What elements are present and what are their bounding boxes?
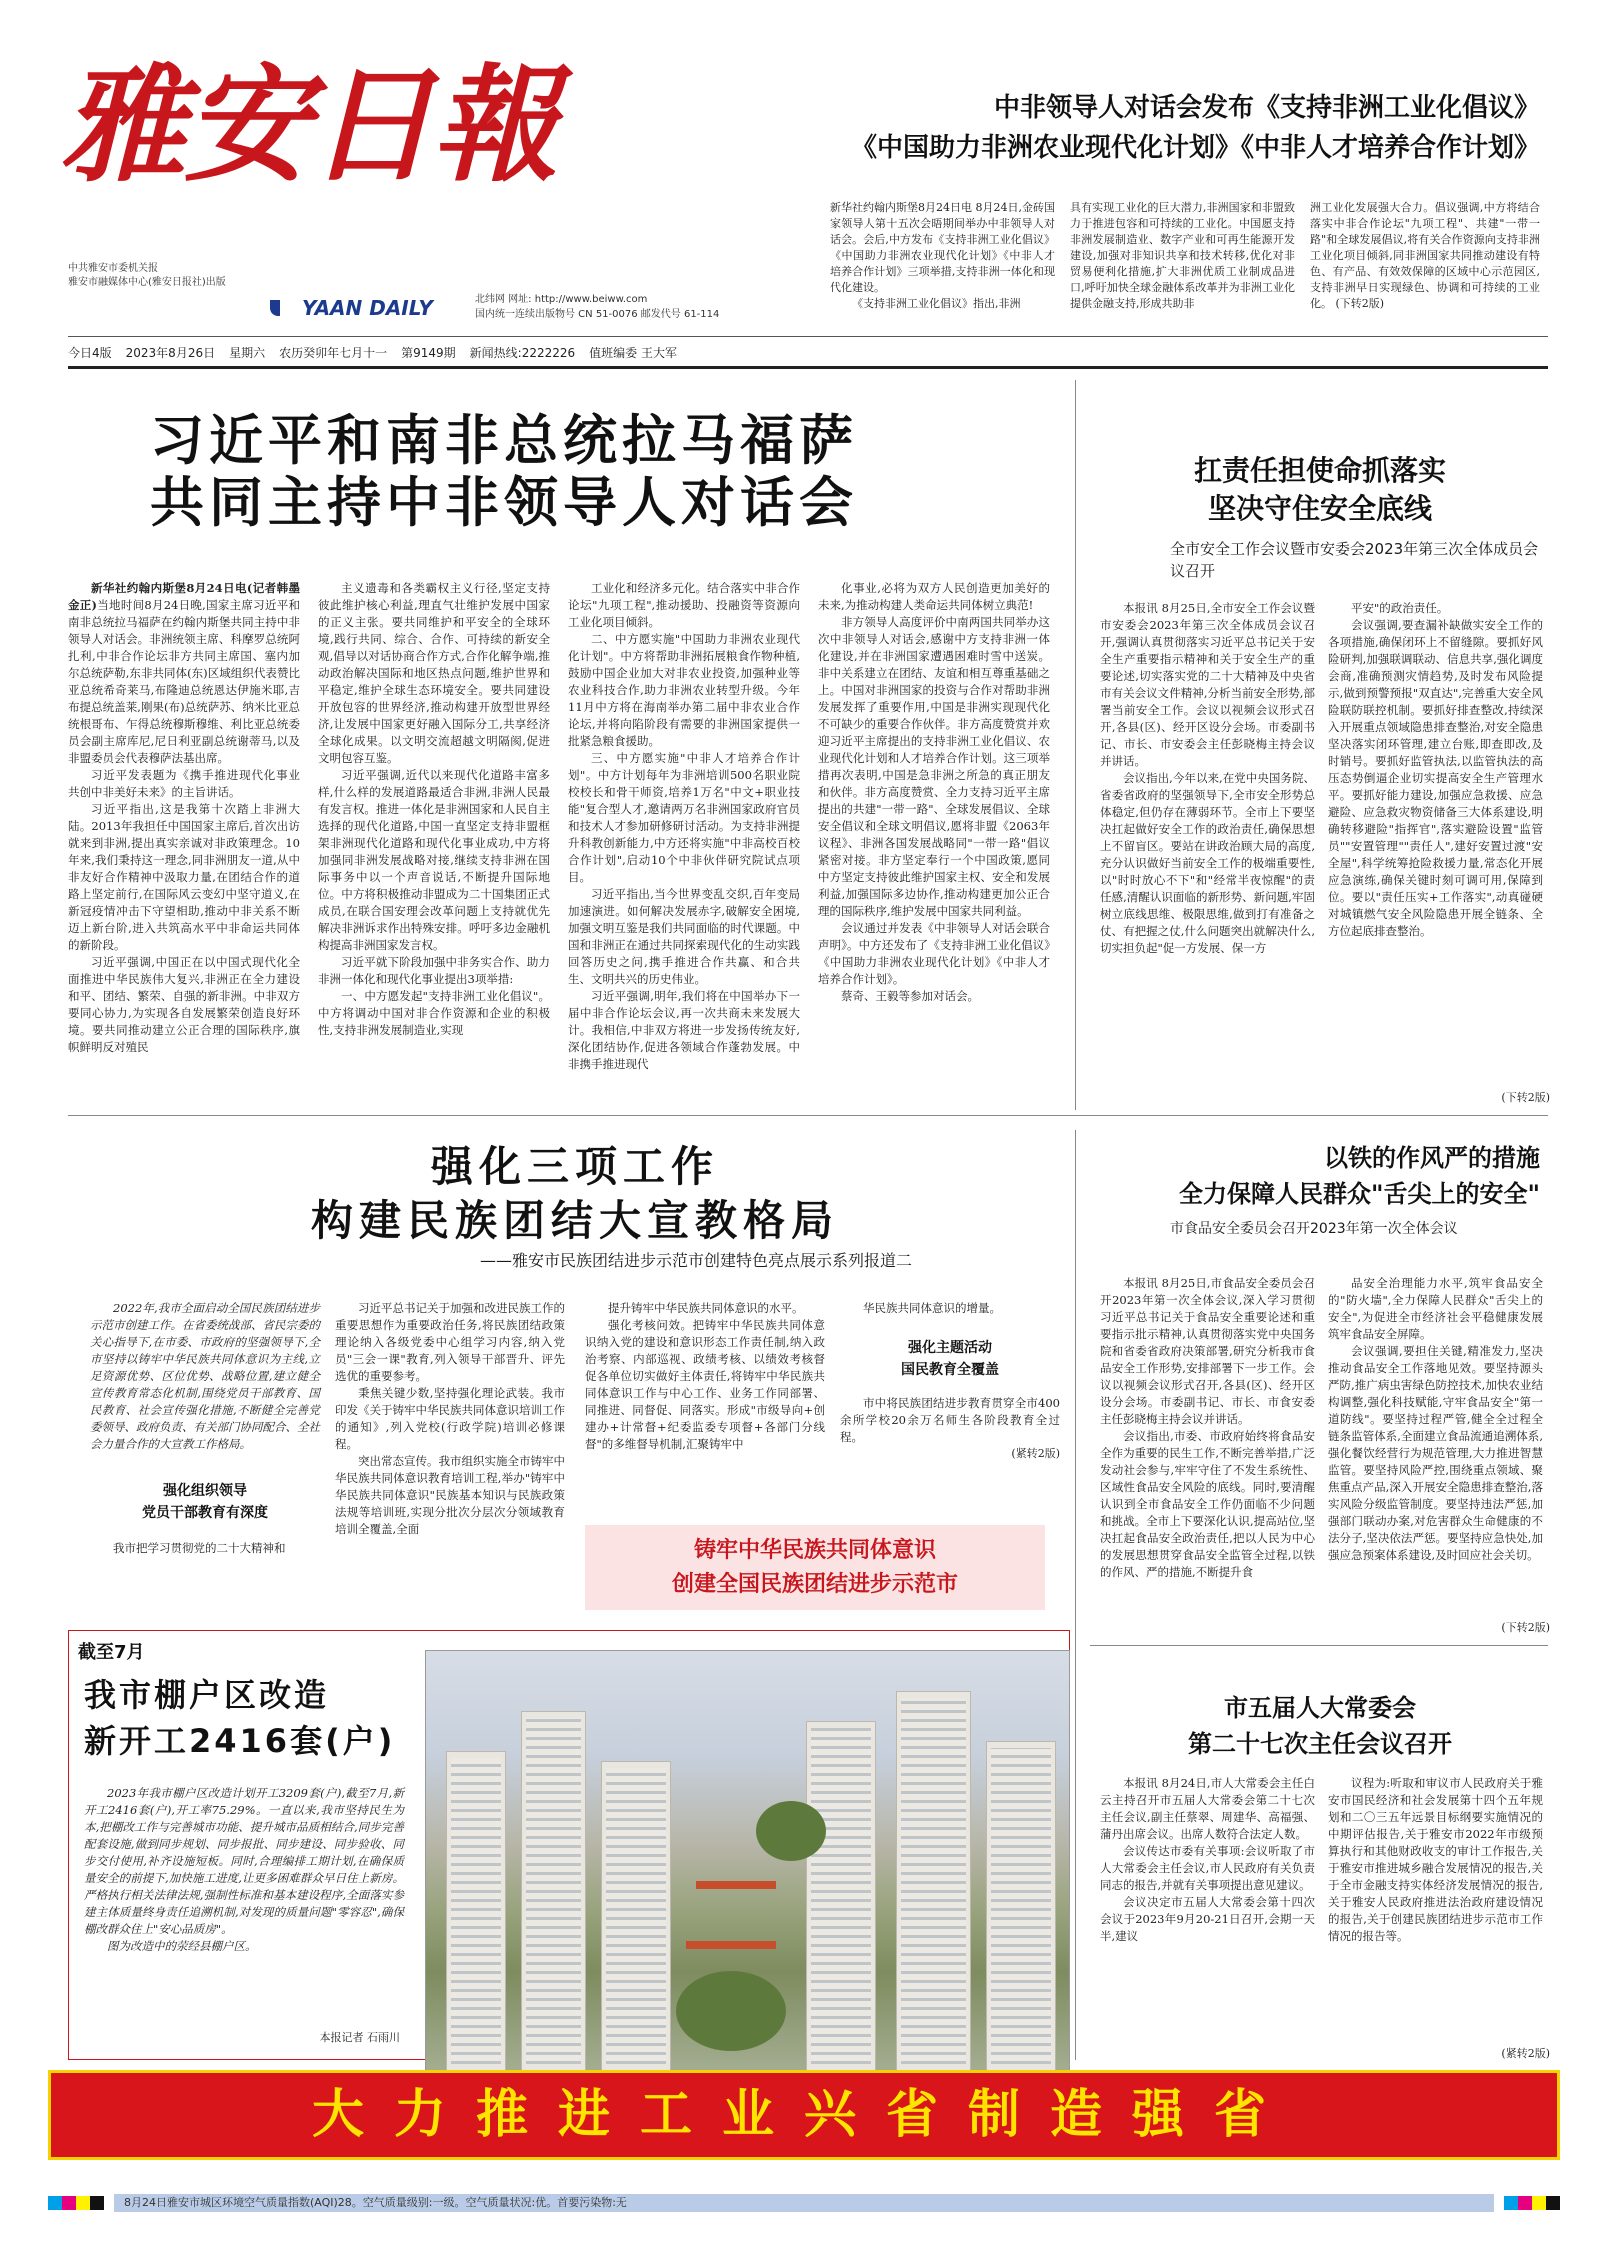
housing-tag: 截至7月 (78, 1642, 145, 1663)
photo-building (446, 1751, 506, 2071)
publication-info (475, 292, 815, 322)
lead-byline: 新华社约翰内斯堡8月24日电(记者韩墨 金正) (68, 581, 300, 612)
food-col-2 (1328, 1275, 1543, 1620)
food-jump[interactable]: (下转2版) (1501, 1621, 1550, 1634)
section-divider-2 (1090, 1645, 1548, 1646)
ethnic-col-2 (335, 1300, 565, 1630)
housing-head-1: 我市棚户区改造 (84, 1676, 330, 1714)
dateline-rule-bottom (68, 366, 1548, 369)
ethnic-head-2: 构建民族团结大宣教格局 (310, 1196, 839, 1245)
safety-p1: 本报讯 8月25日,全市安全工作会议暨市安委会2023年第三次全体成员会议召开,强调认真贯彻落实习近平总书记关于安全生产重要指示精神和关于安全生产的重要论述,切实落实党的二十大精神及中央省市有关会议文件精神,分析当前安全形势,部署当前安全工作。会议以视频会议形式召开,各县(区)、经开区设分会场。市委副书记、市长、市安委会主任彭晓梅主持会议并讲话。 (1100, 601, 1315, 768)
lead-p15: 非方领导人高度评价中南两国共同举办这次中非领导人对话会,感谢中方支持非洲一体化建设,并在非洲国家遭遇困难时雪中送炭。非中关系建立在团结、友谊和相互尊重基础之上。中国对非洲国家的投资与合作对帮助非洲发展发挥了重要作用,中国是非洲实现现代化不可缺少的重要合作伙伴。非方高度赞赏并欢迎习近平主席提出的支持非洲工业化倡议、农业现代化计划和人才培养合作计划。这三项举措再次表明,中国是急非洲之所急的真正朋友和伙伴。非方高度赞赏、全力支持习近平主席提出的共建"一带一路"、全球发展倡议、全球安全倡议和全球文明倡议,愿将非盟《2063年议程》、非洲各国发展战略同"一带一路"倡议紧密对接。非方坚定奉行一个中国政策,愿同中方坚定支持彼此维护国家主权、安全和发展利益,加强国际多边协作,推动构建更加公正合理的国际秩序,维护发展中国家共同利益。 (818, 615, 1050, 918)
ethnic-slogan-2: 创建全国民族团结进步示范市 (671, 1572, 958, 1597)
ethnic-slogan-1: 铸牢中华民族共同体意识 (693, 1538, 936, 1563)
duty-editor: 值班编委 王大军 (589, 345, 677, 360)
ethnic-col-4 (840, 1300, 1060, 1462)
lead-p14: 化事业,必将为双方人民创造更加美好的未来,为推动构建人类命运共同体树立典范! (818, 581, 1050, 612)
lead-p5: 主义遗毒和各类霸权主义行径,坚定支持彼此维护核心利益,理直气壮维护发展中国家的正义主张。要共同维护和平安全的全球环境,践行共同、综合、合作、可持续的新安全观,倡导以对话协商合作方式,合作化解争端,推动政治解决国际和地区热点问题,维护世界和平稳定,维护全球生态环境安全。要共同建设开放包容的世界经济,推动构建开放型世界经济,让发展中国家更好融入国际分工,共享经济全球化成果。以文明交流超越文明隔阂,促进文明包容互鉴。 (318, 581, 550, 765)
ethnic-subhead-2 (840, 1337, 1060, 1381)
ethnic-headline (150, 1140, 1000, 1248)
lead-col-1 (68, 580, 300, 1100)
ethnic-col-3 (585, 1300, 825, 1510)
column-divider-1 (1075, 380, 1076, 1110)
npc-p1: 本报讯 8月24日,市人大常委会主任白云主持召开市五届人大常委会第二十七次主任会议,副主任蔡翠、周建华、高福强、蒲丹出席会议。出席人数符合法定人数。 (1100, 1776, 1315, 1841)
ethnic-p2: 习近平总书记关于加强和改进民族工作的重要思想作为重要政治任务,将民族团结政策理论纳入各级党委中心组学习内容,纳入党员"三会一课"教育,列入领导干部晋升、评先选优的重要参考。 (335, 1301, 565, 1383)
slogan-banner-text: 大力推进工业兴省制造强省 (311, 2085, 1296, 2145)
top-story-headline (830, 88, 1540, 168)
ethnic-p4: 突出常态宣传。我市组织实施全市铸牢中华民族共同体意识教育培训工程,举办"铸牢中华民族共同体意识"民族基本知识与民族政策法规等培训班,实现分批次分层次分领域教育培训全覆盖,全面 (335, 1454, 565, 1536)
color-swatch-cyan (48, 2196, 62, 2210)
ethnic-p6: 强化考核问效。把铸牢中华民族共同体意识纳入党的建设和意识形态工作责任制,纳入政治考察、内部巡视、政绩考核、以绩效考核督促各单位切实做好主体责任,将铸牢中华民族共同体意识工作与中心工作、业务工作同部署、同推进、同督促、同落实。形成"市级导向+创建办+计常督+纪委监委专项督+各部门分线督"的多维督导机制,汇聚铸牢中 (585, 1318, 825, 1451)
cn-code: 国内统一连续出版物号 CN 51-0076 邮发代号 61-114 (475, 309, 720, 320)
lead-p10: 二、中方愿实施"中国助力非洲农业现代化计划"。中方将帮助非洲拓展粮食作物种植,鼓励中国企业加大对非农业投资,加强种业等农业科技合作,助力非洲农业转型升级。今年11月中方将在海南举办第二届中非农业合作论坛,并将向陷阶段有需要的非洲国家提供一批紧急粮食援助。 (568, 632, 800, 748)
issue-date: 2023年8月26日 (125, 345, 216, 360)
npc-head-2: 第二十七次主任会议召开 (1188, 1730, 1452, 1758)
npc-col-1 (1100, 1775, 1315, 2060)
food-head-1: 以铁的作风严的措施 (1324, 1144, 1540, 1172)
ethnic-p5: 提升铸牢中华民族共同体意识的水平。 (608, 1301, 804, 1315)
color-swatch-black (1546, 2196, 1560, 2210)
top-story-head-2: 《中国助力非洲农业现代化计划》《中非人才培养合作计划》 (850, 133, 1540, 163)
lead-p2: 习近平发表题为《携手推进现代化事业 共创中非美好未来》的主旨讲话。 (68, 768, 300, 799)
lead-p12: 习近平指出,当今世界变乱交织,百年变局加速演进。如何解决发展赤字,破解安全困境,加强文明互鉴是我们共同面临的时代课题。中国和非洲正在通过共同探索现代化的生动实践回答历史之问,携手推进合作共赢、和合共生、文明共兴的历史伟业。 (568, 887, 800, 986)
color-swatch-yellow (1532, 2196, 1546, 2210)
lunar-date: 农历癸卯年七月十一 (279, 345, 388, 360)
npc-p2: 会议传达市委有关事项:会议听取了市人大常委会主任会议,市人民政府有关负责同志的报告,并就有关事项提出意见建议。 (1100, 1844, 1315, 1892)
top-story-p2: 《支持非洲工业化倡议》指出,非洲 (852, 297, 1021, 310)
lead-p6: 习近平强调,近代以来现代化道路丰富多样,什么样的发展道路最适合非洲,非洲人民最有发言权。推进一体化是非洲国家和人民自主选择的现代化道路,中国一直坚定支持非盟框架非洲现代化道路和现代化事业成功,中方将加强同非洲发展战略对接,继续支持非洲在国际事务中以一个声音说话,不断提升国际地位。中方将积极推动非盟成为二十国集团正式成员,在联合国安理会改革问题上支持就优先解决非洲诉求作出特殊安排。呼吁多边金融机构提高非洲国家发言权。 (318, 768, 550, 952)
ethnic-p7: 华民族共同体意识的增量。 (863, 1301, 1001, 1315)
lead-p1: 当地时间8月24日晚,国家主席习近平和南非总统拉马福萨在约翰内斯堡共同主持中非领导人对话会。非洲统领主席、科摩罗总统阿扎利,中非合作论坛非方共同主席国、塞内加尔总统萨勒,东非共同体(东)区域组织代表赞比亚总统希奇莱马,布隆迪总统恩达伊施米耶,吉布提总统盖莱,刚果(布)总统萨苏、纳米比亚总统根哥布、乍得总统穆斯穆维、利比亚总统委员会副主席库尼,尼日利亚副总统谢蒂马,以及非盟委员会代表穆萨法基出席。 (68, 598, 300, 765)
photo-building (806, 1721, 876, 2071)
lead-col-3 (568, 580, 800, 1100)
color-swatch-magenta (62, 2196, 76, 2210)
safety-p3: 平安"的政治责任。 (1351, 601, 1449, 615)
npc-p3: 会议决定市五届人大常委会第十四次会议于2023年9月20-21日召开,会期一天半,建议 (1100, 1895, 1315, 1943)
photo-roof (696, 1881, 776, 1889)
npc-headline (1100, 1690, 1540, 1762)
photo-building (986, 1741, 1056, 2071)
food-p2: 会议指出,市委、市政府始终将食品安全作为重要的民生工作,不断完善举措,广泛发动社会参与,牢牢守住了不发生系统性、区域性食品安全风险的底线。同时,要清醒认识到全市食品安全工作仍面临不少问题和挑战。全市上下要深化认识,提高站位,坚决扛起食品安全政治责任,把以人民为中心的发展思想贯穿食品安全监管全过程,以铁的作风、严的措施,不断提升食 (1100, 1429, 1315, 1579)
sponsor-2: 雅安市融媒体中心(雅安日报社)出版 (68, 277, 226, 288)
food-col-1 (1100, 1275, 1315, 1620)
issue-number: 第9149期 (401, 345, 456, 360)
lead-p7: 习近平就下阶段加强中非务实合作、助力非洲一体化和现代化事业提出3项举措: (318, 955, 550, 986)
top-story-head-1: 中非领导人对话会发布《支持非洲工业化倡议》 (993, 93, 1540, 123)
photo-building (896, 1691, 971, 2071)
ethnic-p3: 秉焦关键少数,坚持强化理论武装。我市印发《关于铸牢中华民族共同体意识培训工作的通知》,列入党校(行政学院)培训必修课程。 (335, 1386, 565, 1451)
english-name: YAAN DAILY (302, 296, 433, 320)
website: 北纬网 网址: http://www.beiww.com (475, 294, 648, 305)
safety-col-2 (1328, 600, 1543, 1100)
ethnic-subhead: ——雅安市民族团结进步示范市创建特色亮点展示系列报道二 (480, 1251, 913, 1270)
ethnic-subhead-1 (90, 1480, 320, 1524)
safety-p2: 会议指出,今年以来,在党中央国务院、省委省政府的坚强领导下,全市安全形势总体稳定,但仍存在薄弱环节。全市上下要坚决扛起做好安全工作的政治责任,确保思想上不留盲区。要站在讲政治顾大局的高度,充分认识做好当前安全工作的极端重要性,以"时时放心不下"和"经常半夜惊醒"的责任感,清醒认识面临的新形势、新问题,牢固树立底线思维、极限思维,做到打有准备之仗、有把握之仗,什么问题突出就解决什么,切实担负起"促一方发展、保一方 (1100, 771, 1315, 955)
top-story-col-1 (830, 200, 1055, 312)
ethnic-p8: 市中将民族团结进步教育贯穿全市400余所学校20余万名师生各阶段教育全过程。 (840, 1396, 1060, 1444)
photo-roof (686, 1941, 776, 1949)
lead-p17: 蔡奇、王毅等参加对话会。 (841, 989, 979, 1003)
ethnic-slogan-box (585, 1525, 1045, 1610)
footer-bar (48, 2190, 1560, 2216)
top-story-jump[interactable]: (下转2版) (1335, 297, 1385, 310)
lead-p16: 会议通过并发表《中非领导人对话会联合声明》。中方还发布了《支持非洲工业化倡议》《中国助力非洲农业现代化计划》《中非人才培养合作计划》。 (818, 921, 1050, 986)
housing-body (84, 1785, 404, 1955)
color-swatch-cyan (1504, 2196, 1518, 2210)
color-swatch-black (90, 2196, 104, 2210)
top-story-col-3 (1310, 200, 1540, 312)
photo-trees (756, 1801, 826, 1861)
housing-head-2: 新开工2416套(户) (84, 1722, 396, 1760)
lead-headline-2: 共同主持中非领导人对话会 (150, 471, 858, 534)
food-p3: 品安全治理能力水平,筑牢食品安全的"防火墙",全力保障人民群众"舌尖上的安全",为促进全市经济社会平稳健康发展筑牢食品安全屏障。 (1328, 1276, 1543, 1341)
sponsor-line (68, 262, 238, 290)
top-story-p1: 新华社约翰内斯堡8月24日电 8月24日,金砖国家领导人第十五次会晤期间举办中非领导人对话会。会后,中方发布《支持非洲工业化倡议》《中国助力非洲农业现代化计划》《中非人才培养合作计划》三项举措,支持非洲一体化和现代化建设。 (830, 201, 1055, 294)
food-subhead: 市食品安全委员会召开2023年第一次全体会议 (1170, 1221, 1458, 1237)
yaan-daily-mark-icon (270, 300, 296, 316)
news-hotline: 新闻热线:2222226 (469, 345, 576, 360)
air-quality-strip: 8月24日雅安市城区环境空气质量指数(AQI)28。空气质量级别:一级。空气质量状况:优。首要污染物:无 (114, 2194, 1494, 2212)
housing-caption: 图为改造中的荥经县棚户区。 (107, 1939, 257, 1953)
safety-head-1: 扛责任担使命抓落实 (1193, 454, 1446, 487)
npc-col-2: 议程为:听取和审议市人民政府关于雅安市国民经济和社会发展第十四个五年规划和二〇三五年远景目标纲要实施情况的中期评估报告,关于雅安市2022年市级预算执行和其他财政收支的审计工作报告,关于雅安市推进城乡融合发展情况的报告,关于全市金融支持实体经济发展情况的报告,关于雅安人民政府推进法治政府建设情况的报告,关于创建民族团结进步示范市工作情况的报告等。 (1328, 1776, 1543, 1943)
safety-head-2: 坚决守住安全底线 (1207, 492, 1432, 525)
safety-headline (1100, 452, 1540, 528)
weekday: 星期六 (229, 345, 266, 360)
housing-photo (425, 1650, 1070, 2080)
ethnic-sub1-line1: 强化组织领导 (163, 1483, 247, 1499)
top-story-col-2: 具有实现工业化的巨大潜力,非洲国家和非盟致力于推进包容和可持续的工业化。中国愿支持非洲发展制造业、数字产业和可再生能源开发建设,加强对非知识共享和技术转移,优化对非贸易便利化措施,扩大非洲优质工业制成品进口,呼吁加快全球金融体系改革并为非洲工业化提供金融支持,形成共助非 (1070, 201, 1295, 310)
dateline-rule-top (68, 336, 1548, 337)
photo-trees (676, 1971, 786, 2051)
ethnic-col-1: 我市把学习贯彻党的二十大精神和 (113, 1541, 286, 1555)
lead-col-2 (318, 580, 550, 1100)
photo-building (521, 1711, 586, 2071)
safety-p4: 会议强调,要查漏补缺做实安全工作的各项措施,确保闭环上不留缝隙。要抓好风险研判,加强联调联动、信息共享,强化调度会商,准确预测灾情趋势,及时发布风险提示,做到预警预报"双直达",完善重大安全风险联防联控机制。要抓好排查整改,持续深入开展重点领域隐患排查整治,对安全隐患坚决落实闭环管理,建立台账,即查即改,及时销号。要抓好监管执法,以监管执法的高压态势倒逼企业切实提高安全生产管理水平。要抓好能力建设,加强应急救援、应急避险、应急救灾物资储备三大体系建设,明确转移避险"指挥官",落实避险设置"监管员""安置管理""责任人",建好安置过渡"安全屋",科学统筹抢险救援力量,常态化开展应急演练,确保关键时刻可调可用,保障到位。要以"责任压实+工作落实",动真碰硬对城镇燃气安全风险隐患开展全链条、全方位起底排查整治。 (1328, 618, 1543, 938)
npc-jump[interactable]: (紧转2版) (1501, 2047, 1550, 2060)
dateline (68, 340, 1548, 364)
yaan-daily-logo (270, 296, 433, 320)
masthead-title: 雅安日報 (60, 51, 556, 199)
photo-building (601, 1761, 671, 2071)
food-p1: 本报讯 8月25日,市食品安全委员会召开2023年第一次全体会议,深入学习贯彻习近平总书记关于食品安全重要论述和重要指示批示精神,认真贯彻落实党中央国务院和省委省政府决策部署,研究分析我市食品安全工作形势,安排部署下一步工作。会议以视频会议形式召开,各县(区)、经开区设分会场。市委副书记、市长、市食安委主任彭晓梅主持会议并讲话。 (1100, 1276, 1315, 1426)
ethnic-sub1-line2: 党员干部教育有深度 (142, 1505, 268, 1521)
top-story-p3: 洲工业化发展强大合力。倡议强调,中方将结合落实中非合作论坛"九项工程"、共建"一带一路"和全球发展倡议,将有关合作资源向支持非洲工业化项目倾斜,同非洲国家共同推动建设有特色、有产品、有效效保障的区域中心示范园区,支持非洲早日实现绿色、协调和可持续的工业化。 (1310, 201, 1540, 310)
safety-jump[interactable]: (下转2版) (1501, 1091, 1550, 1104)
sponsor-1: 中共雅安市委机关报 (68, 263, 158, 274)
housing-credit: 本报记者 石雨川 (319, 2031, 400, 2044)
ethnic-head-1: 强化三项工作 (430, 1142, 719, 1191)
food-headline (1100, 1140, 1540, 1212)
lead-headline (150, 410, 1100, 534)
npc-head-1: 市五届人大常委会 (1224, 1694, 1416, 1722)
food-p4: 会议强调,要担住关键,精准发力,坚决推动食品安全工作落地见效。要坚持源头严防,推广病虫害绿色防控技术,加快农业结构调整,强化科技赋能,守牢食品安全"第一道防线"。要坚持过程严管,健全全过程全链条监管体系,全面建立食品流通追溯体系,强化餐饮经营行为规范管理,大力推进智慧监管。要坚持风险严控,围绕重点领域、聚焦重点产品,深入开展安全隐患排查整治,落实风险分级监管制度。要坚持违法严惩,加强部门联动办案,对危害群众生命健康的不法分子,坚决依法严惩。要坚持应急快处,加强应急预案体系建设,及时回应社会关切。 (1328, 1344, 1543, 1562)
ethnic-jump[interactable]: (紧转2版) (1011, 1447, 1060, 1460)
ethnic-sub2-line2: 国民教育全覆盖 (901, 1362, 999, 1378)
housing-text: 2023年我市棚户区改造计划开工3209套(户),截至7月,新开工2416套(户),开工率75.29%。一直以来,我市坚持民生为本,把棚改工作与完善城市功能、提升城市品质相结合,同步完善配套设施,做到同步规划、同步报批、同步建设、同步验收、同步交付使用,补齐设施短板。同时,合理编排工期计划,在确保质量安全的前提下,加快施工进度,让更多困难群众早日住上新房。严格执行相关法律法规,强制性标准和基本建设程序,全面落实参建主体质量终身责任追溯机制,对发现的质量问题"零容忍",确保棚改群众住上"安心品质房"。 (84, 1786, 404, 1936)
housing-headline (84, 1672, 414, 1764)
lead-p4: 习近平强调,中国正在以中国式现代化全面推进中华民族伟大复兴,非洲正在全力建设和平、团结、繁荣、自强的新非洲。中非双方要同心协力,为实现各自发展繁荣创造良好环境。要共同推动建立公正合理的国际秩序,旗帜鲜明反对殖民 (68, 955, 300, 1054)
column-divider-2 (1075, 1130, 1076, 2060)
lead-p11: 三、中方愿实施"中非人才培养合作计划"。中方计划每年为非洲培训500名职业院校校长和骨干师资,培养1万名"中文+职业技能"复合型人才,邀请两万名非洲国家政府官员和技术人才参加研修研讨活动。为支持非洲提升科教创新能力,中方还将实施"中非高校百校合作计划",启动10个中非伙伴研究院试点项目。 (568, 751, 800, 884)
ethnic-intro: 2022年,我市全面启动全国民族团结进步示范市创建工作。在省委统战部、省民宗委的关心指导下,在市委、市政府的坚强领导下,全市坚持以铸牢中华民族共同体意识为主线,立足资源优势、区位优势、战略位置,建立健全宣传教育常态化机制,围绕党员干部教育、国民教育、社会宣传强化措施,不断健全完善党委领导、政府负责、有关部门协同配合、全社会力量合作的大宣教工作格局。 (90, 1301, 320, 1451)
lead-p9: 工业化和经济多元化。结合落实中非合作论坛"九项工程",推动援助、投融资等资源向工业化项目倾斜。 (568, 581, 800, 629)
lead-p8: 一、中方愿发起"支持非洲工业化倡议"。中方将调动中国对非合作资源和企业的积极性,支持非洲发展制造业,实现 (318, 989, 550, 1037)
lead-col-4 (818, 580, 1050, 1100)
slogan-banner (48, 2070, 1560, 2160)
color-swatch-magenta (1518, 2196, 1532, 2210)
color-swatch-yellow (76, 2196, 90, 2210)
safety-col-1 (1100, 600, 1315, 1100)
lead-p13: 习近平强调,明年,我们将在中国举办下一届中非合作论坛会议,再一次共商未来发展大计。我相信,中非双方将进一步发扬传统友好,深化团结协作,促进各领域合作蓬勃发展。中非携手推进现代 (568, 989, 800, 1071)
safety-subhead: 全市安全工作会议暨市安委会2023年第三次全体成员会议召开 (1170, 540, 1539, 580)
lead-p3: 习近平指出,这是我第十次踏上非洲大陆。2013年我担任中国国家主席后,首次出访就来到非洲,提出真实亲诚对非政策理念。10年来,我们秉持这一理念,同非洲朋友一道,从中非友好合作精神中汲取力量,在团结合作的道路上坚定前行,在国际风云变幻中坚守道义,在新冠疫情冲击下守望相助,推动中非关系不断迈上新台阶,进入共筑高水平中非命运共同体的新阶段。 (68, 802, 300, 952)
section-divider-1 (68, 1115, 1548, 1116)
ethnic-sub2-line1: 强化主题活动 (908, 1340, 992, 1356)
food-head-2: 全力保障人民群众"舌尖上的安全" (1178, 1180, 1540, 1208)
page-count: 今日4版 (68, 345, 112, 360)
lead-headline-1: 习近平和南非总统拉马福萨 (150, 409, 858, 472)
